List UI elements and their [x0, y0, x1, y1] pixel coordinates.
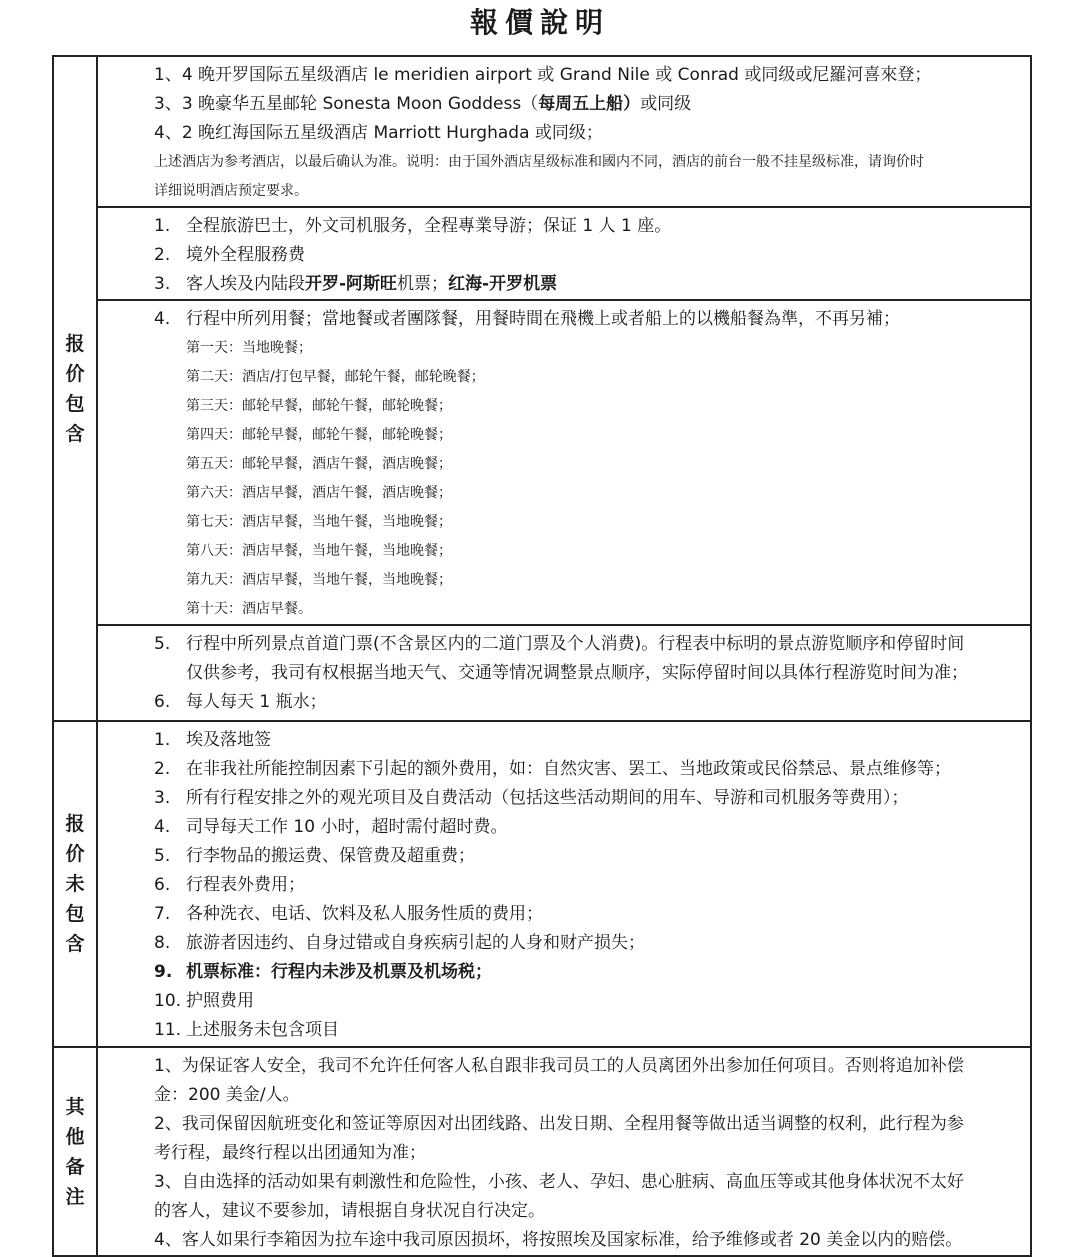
item-number: 8.: [154, 933, 171, 953]
note-line: 3、自由选择的活动如果有刺激性和危险性，小孩、老人、孕妇、患心脏病、高血压等或其他身体状况不太好: [154, 1172, 964, 1192]
hotel-bold-text: 每周五上船）: [538, 94, 641, 114]
note-line: 1、为保证客人安全，我司不允许任何客人私自跟非我司员工的人员离团外出参加任何项目。否则将追加补偿: [154, 1056, 964, 1076]
item-text: 护照费用: [186, 991, 254, 1011]
item-number: 3.: [154, 274, 171, 294]
excluded-item: [154, 726, 1030, 755]
notes-row: [53, 1047, 1031, 1256]
item-text: 机票；: [397, 274, 449, 294]
note-line: 4、客人如果行李箱因为拉车途中我司原因损坏，将按照埃及国家标准，给予维修或者 20 美金以内的赔偿。: [154, 1230, 963, 1250]
included-meals-row: [53, 300, 1031, 625]
excluded-item: [154, 871, 1030, 900]
notes-label: [53, 1047, 97, 1256]
note-line: 金：200 美金/人。: [154, 1085, 300, 1105]
included-label-char: 报: [65, 332, 85, 355]
item-number: 6.: [154, 875, 171, 895]
hotel-line: [154, 90, 1030, 119]
quote-table: [52, 55, 1032, 1257]
item-number: 1.: [154, 730, 171, 750]
item-number: 3.: [154, 788, 171, 808]
notes-label-char: 备: [65, 1155, 85, 1178]
meal-day: 第十天：酒店早餐。: [186, 601, 312, 617]
meals-intro: [154, 305, 1030, 334]
excluded-label-char: 报: [65, 813, 85, 835]
excluded-item: [154, 842, 1030, 871]
item-number: 5.: [154, 846, 171, 866]
item-number: 9.: [154, 962, 173, 982]
meal-day: 第一天：当地晚餐；: [186, 340, 312, 356]
note-line: 考行程，最终行程以出团通知为准；: [154, 1143, 426, 1163]
notes-label-char: 其: [65, 1095, 85, 1118]
water-line: [154, 688, 1030, 717]
item-text: 旅游者因违约、自身过错或自身疾病引起的人身和财产损失；: [186, 933, 645, 953]
item-text: 行程中所列用餐；當地餐或者團隊餐，用餐時間在飛機上或者船上的以機船餐為準，不再另補；: [186, 309, 900, 329]
item-text: 行李物品的搬运费、保管费及超重费；: [186, 846, 475, 866]
meals-cell: [97, 300, 1031, 625]
meal-day: 第四天：邮轮早餐，邮轮午餐，邮轮晚餐；: [186, 427, 452, 443]
transport-item: [154, 212, 1030, 241]
item-text: 司导每天工作 10 小时，超时需付超时费。: [186, 817, 508, 837]
page-title: 報價說明: [469, 6, 610, 39]
hotel-line: 4、2 晚红海国际五星级酒店 Marriott Hurghada 或同级；: [154, 123, 603, 143]
meal-day: 第九天：酒店早餐，当地午餐，当地晚餐；: [186, 572, 452, 588]
item-text: 上述服务未包含项目: [186, 1020, 339, 1040]
hotel-text: 或同级: [640, 94, 692, 114]
hotel-note-line: 上述酒店为参考酒店，以最后确认为准。说明：由于国外酒店星级标准和國内不同，酒店的前台一般不挂星级标准，请询价时: [154, 154, 924, 170]
notes-label-char: 他: [65, 1125, 85, 1148]
hotels-cell: [97, 56, 1031, 207]
excluded-item: [154, 987, 1030, 1016]
item-text: 客人埃及内陆段: [186, 274, 305, 294]
excluded-item: [154, 1016, 1030, 1045]
item-text: 行程表外费用；: [186, 875, 305, 895]
tickets-cell: [97, 625, 1031, 721]
meal-day: 第三天：邮轮早餐，邮轮午餐，邮轮晚餐；: [186, 398, 452, 414]
meal-day: 第二天：酒店/打包早餐，邮轮午餐，邮轮晚餐；: [186, 369, 485, 385]
meal-day: 第五天：邮轮早餐，酒店午餐，酒店晚餐；: [186, 456, 452, 472]
excluded-item: [154, 784, 1030, 813]
tickets-line: 仅供参考，我司有权根据当地天气、交通等情况调整景点顺序，实际停留时间以具体行程游览时间为准；: [186, 663, 968, 683]
item-text: 行程中所列景点首道门票(不含景区内的二道门票及个人消费)。行程表中标明的景点游览顺序和停留时间: [186, 634, 965, 654]
included-label: [53, 56, 97, 721]
note-line: 的客人，建议不要参加，请根据自身状况自行决定。: [154, 1201, 545, 1221]
item-number: 2.: [154, 245, 171, 265]
item-bold-text: 开罗-阿斯旺: [305, 274, 398, 294]
transport-item: [154, 241, 1030, 270]
item-bold-text: 红海-开罗机票: [448, 274, 558, 294]
item-number: 5.: [154, 634, 171, 654]
item-number: 1.: [154, 216, 171, 236]
excluded-label-char: 未: [65, 873, 85, 895]
tickets-line: [154, 630, 1030, 659]
excluded-item: [154, 958, 1030, 987]
item-text: 各种洗衣、电话、饮料及私人服务性质的费用；: [186, 904, 543, 924]
item-number: 4.: [154, 817, 171, 837]
item-number: 2.: [154, 759, 171, 779]
item-text: 所有行程安排之外的观光项目及自费活动（包括这些活动期间的用车、导游和司机服务等费用）；: [186, 788, 909, 808]
excluded-item: [154, 813, 1030, 842]
included-transport-row: [53, 207, 1031, 300]
excluded-row: [53, 721, 1031, 1047]
item-number: 10.: [154, 991, 182, 1011]
notes-label-char: 注: [65, 1185, 85, 1208]
item-text: 全程旅游巴士，外文司机服务，全程專業导游；保证 1 人 1 座。: [186, 216, 672, 236]
item-number: 4.: [154, 309, 171, 329]
notes-cell: [97, 1047, 1031, 1256]
excluded-label-char: 包: [65, 903, 85, 925]
item-text: 埃及落地签: [186, 730, 271, 750]
included-tickets-row: [53, 625, 1031, 721]
included-label-char: 包: [65, 392, 85, 415]
included-label-char: 含: [65, 422, 85, 445]
transport-item: [154, 270, 1030, 299]
hotel-note-line: 详细说明酒店预定要求。: [154, 183, 308, 199]
item-number: 7.: [154, 904, 171, 924]
excluded-item: [154, 929, 1030, 958]
excluded-label-char: 含: [65, 933, 85, 955]
included-label-char: 价: [65, 362, 85, 385]
note-line: 2、我司保留因航班变化和签证等原因对出团线路、出发日期、全程用餐等做出适当调整的权利，此行程为参: [154, 1114, 964, 1134]
excluded-label-char: 价: [65, 843, 85, 865]
transport-cell: [97, 207, 1031, 300]
hotel-text: 3、3 晚豪华五星邮轮 Sonesta Moon Goddess（: [154, 94, 539, 114]
item-text: 机票标准：行程内未涉及机票及机场税；: [186, 962, 492, 982]
excluded-item: [154, 900, 1030, 929]
item-number: 11.: [154, 1020, 182, 1040]
hotel-line: 1、4 晚开罗国际五星级酒店 le meridien airport 或 Grand Nile 或 Conrad 或同级或尼羅河喜來登；: [154, 65, 932, 85]
included-hotels-row: [53, 56, 1031, 207]
item-number: 6.: [154, 692, 171, 712]
item-text: 境外全程服務费: [186, 245, 305, 265]
item-text: 每人每天 1 瓶水；: [186, 692, 327, 712]
excluded-label: [53, 721, 97, 1047]
item-text: 在非我社所能控制因素下引起的额外费用，如：自然灾害、罢工、当地政策或民俗禁忌、景点维修等；: [186, 759, 951, 779]
meal-day: 第六天：酒店早餐，酒店午餐，酒店晚餐；: [186, 485, 452, 501]
meal-day: 第七天：酒店早餐，当地午餐，当地晚餐；: [186, 514, 452, 530]
meal-day: 第八天：酒店早餐，当地午餐，当地晚餐；: [186, 543, 452, 559]
excluded-item: [154, 755, 1030, 784]
excluded-cell: [97, 721, 1031, 1047]
